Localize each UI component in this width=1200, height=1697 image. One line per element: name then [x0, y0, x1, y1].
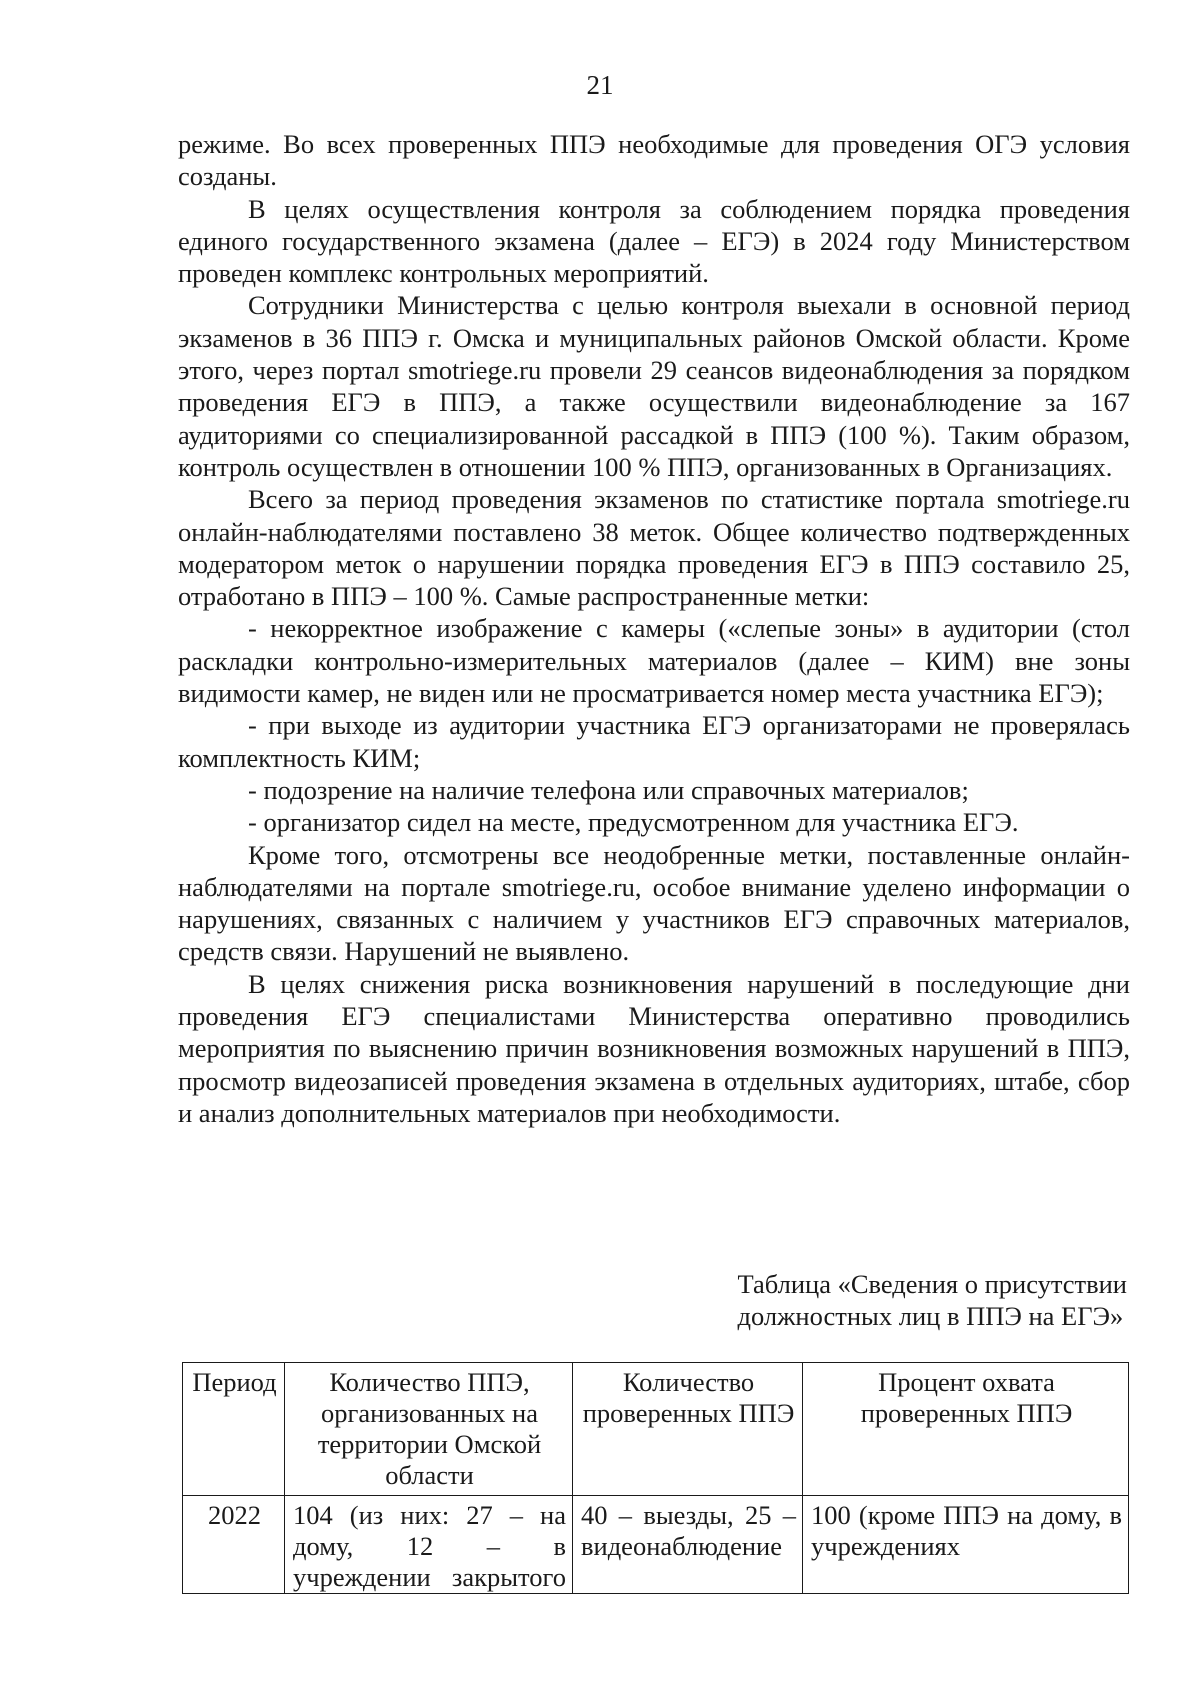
paragraph: Сотрудники Министерства с целью контроля выехали в основной период экзаменов в 36 ППЭ г. Омска и муниципальных районов Омской области. Кроме этого, через портал smotriege.ru провели 29 сеансов видеонаблюдения за порядком проведения ЕГЭ в ППЭ, а также осуществили видеонаблюдение за 167 аудиториями со специализированной рассадкой в ППЭ (100 %). Таким образом, контроль осуществлен в отношении 100 % ППЭ, организованных в Организациях. — [178, 290, 1130, 482]
page-number: 21 — [586, 70, 614, 100]
paragraph: Всего за период проведения экзаменов по статистике портала smotriege.ru онлайн-наблюдателями поставлено 38 меток. Общее количество подтвержденных модератором меток о нарушении порядка проведения ЕГЭ в ППЭ составило 25, отработано в ППЭ – 100 %. Самые распространенные метки: — [178, 484, 1130, 612]
list-item: - подозрение на наличие телефона или справочных материалов; — [248, 774, 969, 805]
list-item: - организатор сидел на месте, предусмотренном для участника ЕГЭ. — [248, 807, 1019, 838]
paragraph: В целях снижения риска возникновения нарушений в последующие дни проведения ЕГЭ специалистами Министерства оперативно проводились мероприятия по выяснению причин возникновения возможных нарушений в ППЭ, просмотр видеозаписей проведения экзамена в отдельных аудиториях, штабе, сбор и анализ дополнительных материалов при необходимости. — [178, 968, 1130, 1128]
header-ppe-count: Количество ППЭ, организованных на территории Омской области — [285, 1363, 573, 1496]
header-period: Период — [183, 1363, 285, 1496]
table-caption — [738, 1268, 1127, 1332]
list-item: - некорректное изображение с камеры («слепые зоны» в аудитории (стол раскладки контрольно-измерительных материалов (далее – КИМ) вне зоны видимости камер, не виден или не просматривается номер места участника ЕГЭ); — [178, 613, 1130, 709]
paragraph: режиме. Во всех проверенных ППЭ необходимые для проведения ОГЭ условия созданы. — [178, 129, 1130, 192]
table-header-row — [183, 1363, 1129, 1496]
cell-coverage-percent: 100 (кроме ППЭ на дому, в учреждениях — [803, 1496, 1129, 1594]
table-caption-line: должностных лиц в ППЭ на ЕГЭ» — [737, 1301, 1124, 1331]
table-row — [183, 1496, 1129, 1594]
paragraph: Кроме того, отсмотрены все неодобренные метки, поставленные онлайн-наблюдателями на портале smotriege.ru, особое внимание уделено информации о нарушениях, связанных с наличием у участников ЕГЭ справочных материалов, средств связи. Нарушений не выявлено. — [178, 839, 1130, 967]
paragraph: В целях осуществления контроля за соблюдением порядка проведения единого государственного экзамена (далее – ЕГЭ) в 2024 году Министерством проведен комплекс контрольных мероприятий. — [178, 193, 1130, 289]
header-checked-count: Количество проверенных ППЭ — [573, 1363, 803, 1496]
header-coverage-percent: Процент охвата проверенных ППЭ — [803, 1363, 1129, 1496]
cell-period: 2022 — [183, 1496, 285, 1594]
cell-checked-count: 40 – выезды, 25 – видеонаблюдение — [573, 1496, 803, 1594]
officials-presence-table — [182, 1362, 1129, 1594]
list-item: - при выходе из аудитории участника ЕГЭ организаторами не проверялась комплектность КИМ; — [178, 710, 1130, 773]
document-body — [178, 128, 1130, 1129]
cell-ppe-count: 104 (из них: 27 – на дому, 12 – в учреждении закрытого — [285, 1496, 573, 1594]
table-caption-line: Таблица «Сведения о присутствии — [737, 1269, 1127, 1299]
